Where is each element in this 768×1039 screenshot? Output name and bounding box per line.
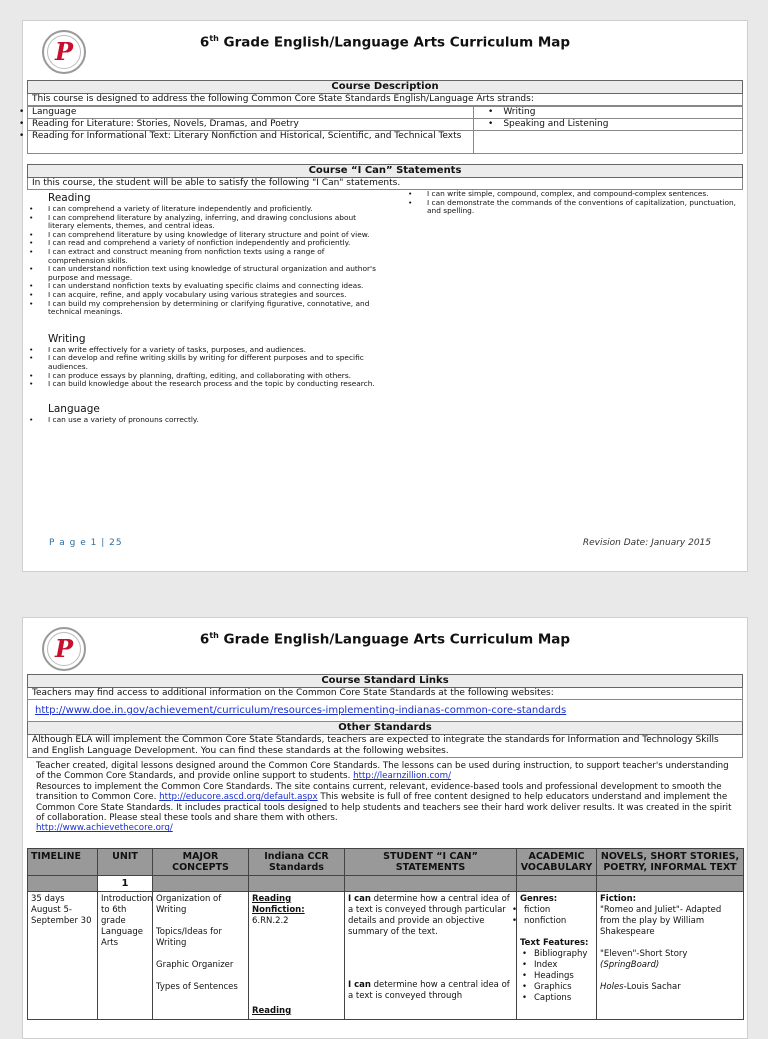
text-features-list <box>520 949 593 1004</box>
other-standards-text: Although ELA will implement the Common Core State Standards, teachers are expected to integrate the standards for Information and Technology Skills and English Language Development. You can find these standards at the following websites. <box>27 735 743 758</box>
list-item: • nonfiction <box>524 916 593 927</box>
writing-label: Writing <box>48 332 86 345</box>
fiction-label: Fiction: <box>600 894 637 904</box>
header-unit: UNIT <box>98 849 153 876</box>
strand-item: • Reading for Informational Text: Literary Nonfiction and Historical, Scientific, and Technical Texts <box>28 130 474 153</box>
unit-number: 1 <box>98 876 153 892</box>
list-item: • Headings <box>534 971 593 982</box>
list-item: • I can acquire, refine, and apply vocabulary using various strategies and sources. <box>48 291 376 300</box>
standards-cell <box>249 892 345 1020</box>
achievethecore-link[interactable]: http://www.achievethecore.org/ <box>36 823 173 834</box>
ican-statement: I can determine how a central idea of a text is conveyed through particular details and provide an objective summary of the text. <box>348 894 510 937</box>
table-cell <box>517 876 597 892</box>
header-ican: STUDENT “I CAN” STATEMENTS <box>345 849 517 876</box>
standard-links-intro: Teachers may find access to additional information on the Common Core State Standards at the following websites: <box>27 688 743 700</box>
list-item: • I can comprehend a variety of literature independently and proficiently. <box>48 205 376 214</box>
header-timeline: TIMELINE <box>28 849 98 876</box>
standard-links-heading: Course Standard Links <box>27 674 743 688</box>
list-item: • I can comprehend literature by analyzing, inferring, and drawing conclusions about literary elements, themes, and central ideas. <box>48 214 376 231</box>
curriculum-table <box>27 848 744 1020</box>
standard-label: Reading <box>252 1006 292 1016</box>
text-features-label: Text Features: <box>520 938 589 948</box>
novel-source: (SpringBoard) <box>600 960 660 970</box>
timeline-cell: 35 days August 5- September 30 <box>28 892 98 1020</box>
language-label: Language <box>48 402 100 415</box>
document-page-1 <box>22 20 748 572</box>
strands-grid <box>27 106 743 154</box>
ican-right-column <box>405 190 740 216</box>
list-item: • I can understand nonfiction text using knowledge of structural organization and author's purpose and message. <box>48 265 376 282</box>
reading-label: Reading <box>48 192 91 204</box>
header-standards: Indiana CCR Standards <box>249 849 345 876</box>
strand-item: • Writing <box>474 106 742 118</box>
list-item: • Graphics <box>534 982 593 993</box>
school-logo: P <box>42 30 86 74</box>
strand-item: • Speaking and Listening <box>474 118 742 130</box>
table-cell <box>345 876 517 892</box>
course-description-heading: Course Description <box>27 80 743 94</box>
course-description-section <box>27 80 743 154</box>
concept-item: Topics/Ideas for Writing <box>156 927 222 948</box>
genres-label: Genres: <box>520 894 558 904</box>
list-item: • I can use a variety of pronouns correctly. <box>48 416 376 425</box>
novel-item: "Romeo and Juliet"- Adapted from the play by William Shakespeare <box>600 905 722 937</box>
table-cell <box>153 876 249 892</box>
ican-left-column <box>26 190 376 424</box>
list-item: • I can read and comprehend a variety of nonfiction independently and proficiently. <box>48 239 376 248</box>
unit-cell: Introduction to 6th grade Language Arts <box>98 892 153 1020</box>
ican-section <box>27 164 743 190</box>
header-major-concepts: MAJOR CONCEPTS <box>153 849 249 876</box>
table-header-row <box>28 849 744 876</box>
writing-list <box>26 346 376 389</box>
unit-number-row <box>28 876 744 892</box>
table-cell <box>249 876 345 892</box>
concept-item: Organization of Writing <box>156 894 222 915</box>
list-item: • I can build my comprehension by determining or clarifying figurative, connotative, and technical meanings. <box>48 300 376 317</box>
novel-item: "Eleven"-Short Story <box>600 949 688 959</box>
genres-list <box>520 905 593 927</box>
doe-link-row <box>27 700 743 722</box>
standard-label: Reading Nonfiction: <box>252 894 305 915</box>
document-page-2 <box>22 617 748 1039</box>
language-list <box>26 416 376 425</box>
strand-item: • Reading for Literature: Stories, Novels, Dramas, and Poetry <box>28 118 474 130</box>
list-item: • Index <box>534 960 593 971</box>
doe-standards-link[interactable]: http://www.doe.in.gov/achievement/curriculum/resources-implementing-indianas-common-core-standards <box>35 705 567 716</box>
list-item: • I can write effectively for a variety of tasks, purposes, and audiences. <box>48 346 376 355</box>
ican-statement: I can determine how a central idea of a text is conveyed through <box>348 980 510 1001</box>
course-description-intro: This course is designed to address the following Common Core State Standards English/Language Arts strands: <box>27 94 743 106</box>
other-standards-heading: Other Standards <box>27 722 743 735</box>
strand-empty <box>474 130 742 153</box>
novels-cell <box>597 892 744 1020</box>
strand-item: • Language <box>28 106 474 118</box>
page-title: 6th Grade English/Language Arts Curriculum Map <box>199 631 571 648</box>
list-item: • I can understand nonfiction texts by evaluating specific claims and connecting ideas. <box>48 282 376 291</box>
resources-paragraph: Teacher created, digital lessons designed around the Common Core Standards. The lessons can be used during instruction, to support teacher's understanding of the Common Core Standards, and provide online support to students. http://learnzillion.com/ Resources to implement the Common Core Standards. The site contains current, relevant, evidence-based tools and professional development to smooth the transition to Common Core. http://educore.ascd.org/default.aspx This website is full of free content designed to help educators understand and implement the Common Core State Standards. It includes practical tools designed to help students and teachers see their hard work deliver results. It was created in the spirit of collaboration. Please steal these tools and share them with others. http://www.achievethecore.org/ <box>36 761 732 834</box>
table-cell <box>597 876 744 892</box>
concept-item: Types of Sentences <box>156 982 238 992</box>
page-number: P a g e 1 | 25 <box>49 538 123 548</box>
concept-item: Graphic Organizer <box>156 960 234 970</box>
list-item: • I can extract and construct meaning from nonfiction texts using a range of comprehension skills. <box>48 248 376 265</box>
concepts-cell <box>153 892 249 1020</box>
ican-intro: In this course, the student will be able to satisfy the following "I Can" statements. <box>27 178 743 190</box>
list-item: • I can develop and refine writing skills by writing for different purposes and to specific audiences. <box>48 354 376 371</box>
ican-heading: Course “I Can” Statements <box>27 164 743 178</box>
reading-list <box>26 205 376 317</box>
standard-code: 6.RN.2.2 <box>252 916 289 926</box>
novel-item: Holes-Louis Sachar <box>600 982 681 992</box>
list-item: • I can comprehend literature by using knowledge of literary structure and point of view. <box>48 231 376 240</box>
educore-link[interactable]: http://educore.ascd.org/default.aspx <box>159 792 318 803</box>
list-item: • I can produce essays by planning, drafting, editing, and collaborating with others. <box>48 372 376 381</box>
vocabulary-cell <box>517 892 597 1020</box>
list-item: • I can build knowledge about the research process and the topic by conducting research. <box>48 380 376 389</box>
list-item: • Bibliography <box>534 949 593 960</box>
list-item: • fiction <box>524 905 593 916</box>
page-title: 6th Grade English/Language Arts Curriculum Map <box>199 34 571 51</box>
school-logo: P <box>42 627 86 671</box>
standard-links-section <box>27 674 743 834</box>
table-cell <box>28 876 98 892</box>
learnzillion-link[interactable]: http://learnzillion.com/ <box>353 771 452 782</box>
table-row <box>28 892 744 1020</box>
language-list-continued <box>405 190 740 216</box>
header-vocabulary: ACADEMIC VOCABULARY <box>517 849 597 876</box>
list-item: • Captions <box>534 993 593 1004</box>
list-item: • I can demonstrate the commands of the conventions of capitalization, punctuation, and spelling. <box>427 199 740 216</box>
header-novels: NOVELS, SHORT STORIES, POETRY, INFORMAL TEXT <box>597 849 744 876</box>
list-item: • I can write simple, compound, complex, and compound-complex sentences. <box>427 190 740 199</box>
revision-date: Revision Date: January 2015 <box>582 538 711 548</box>
ican-cell <box>345 892 517 1020</box>
